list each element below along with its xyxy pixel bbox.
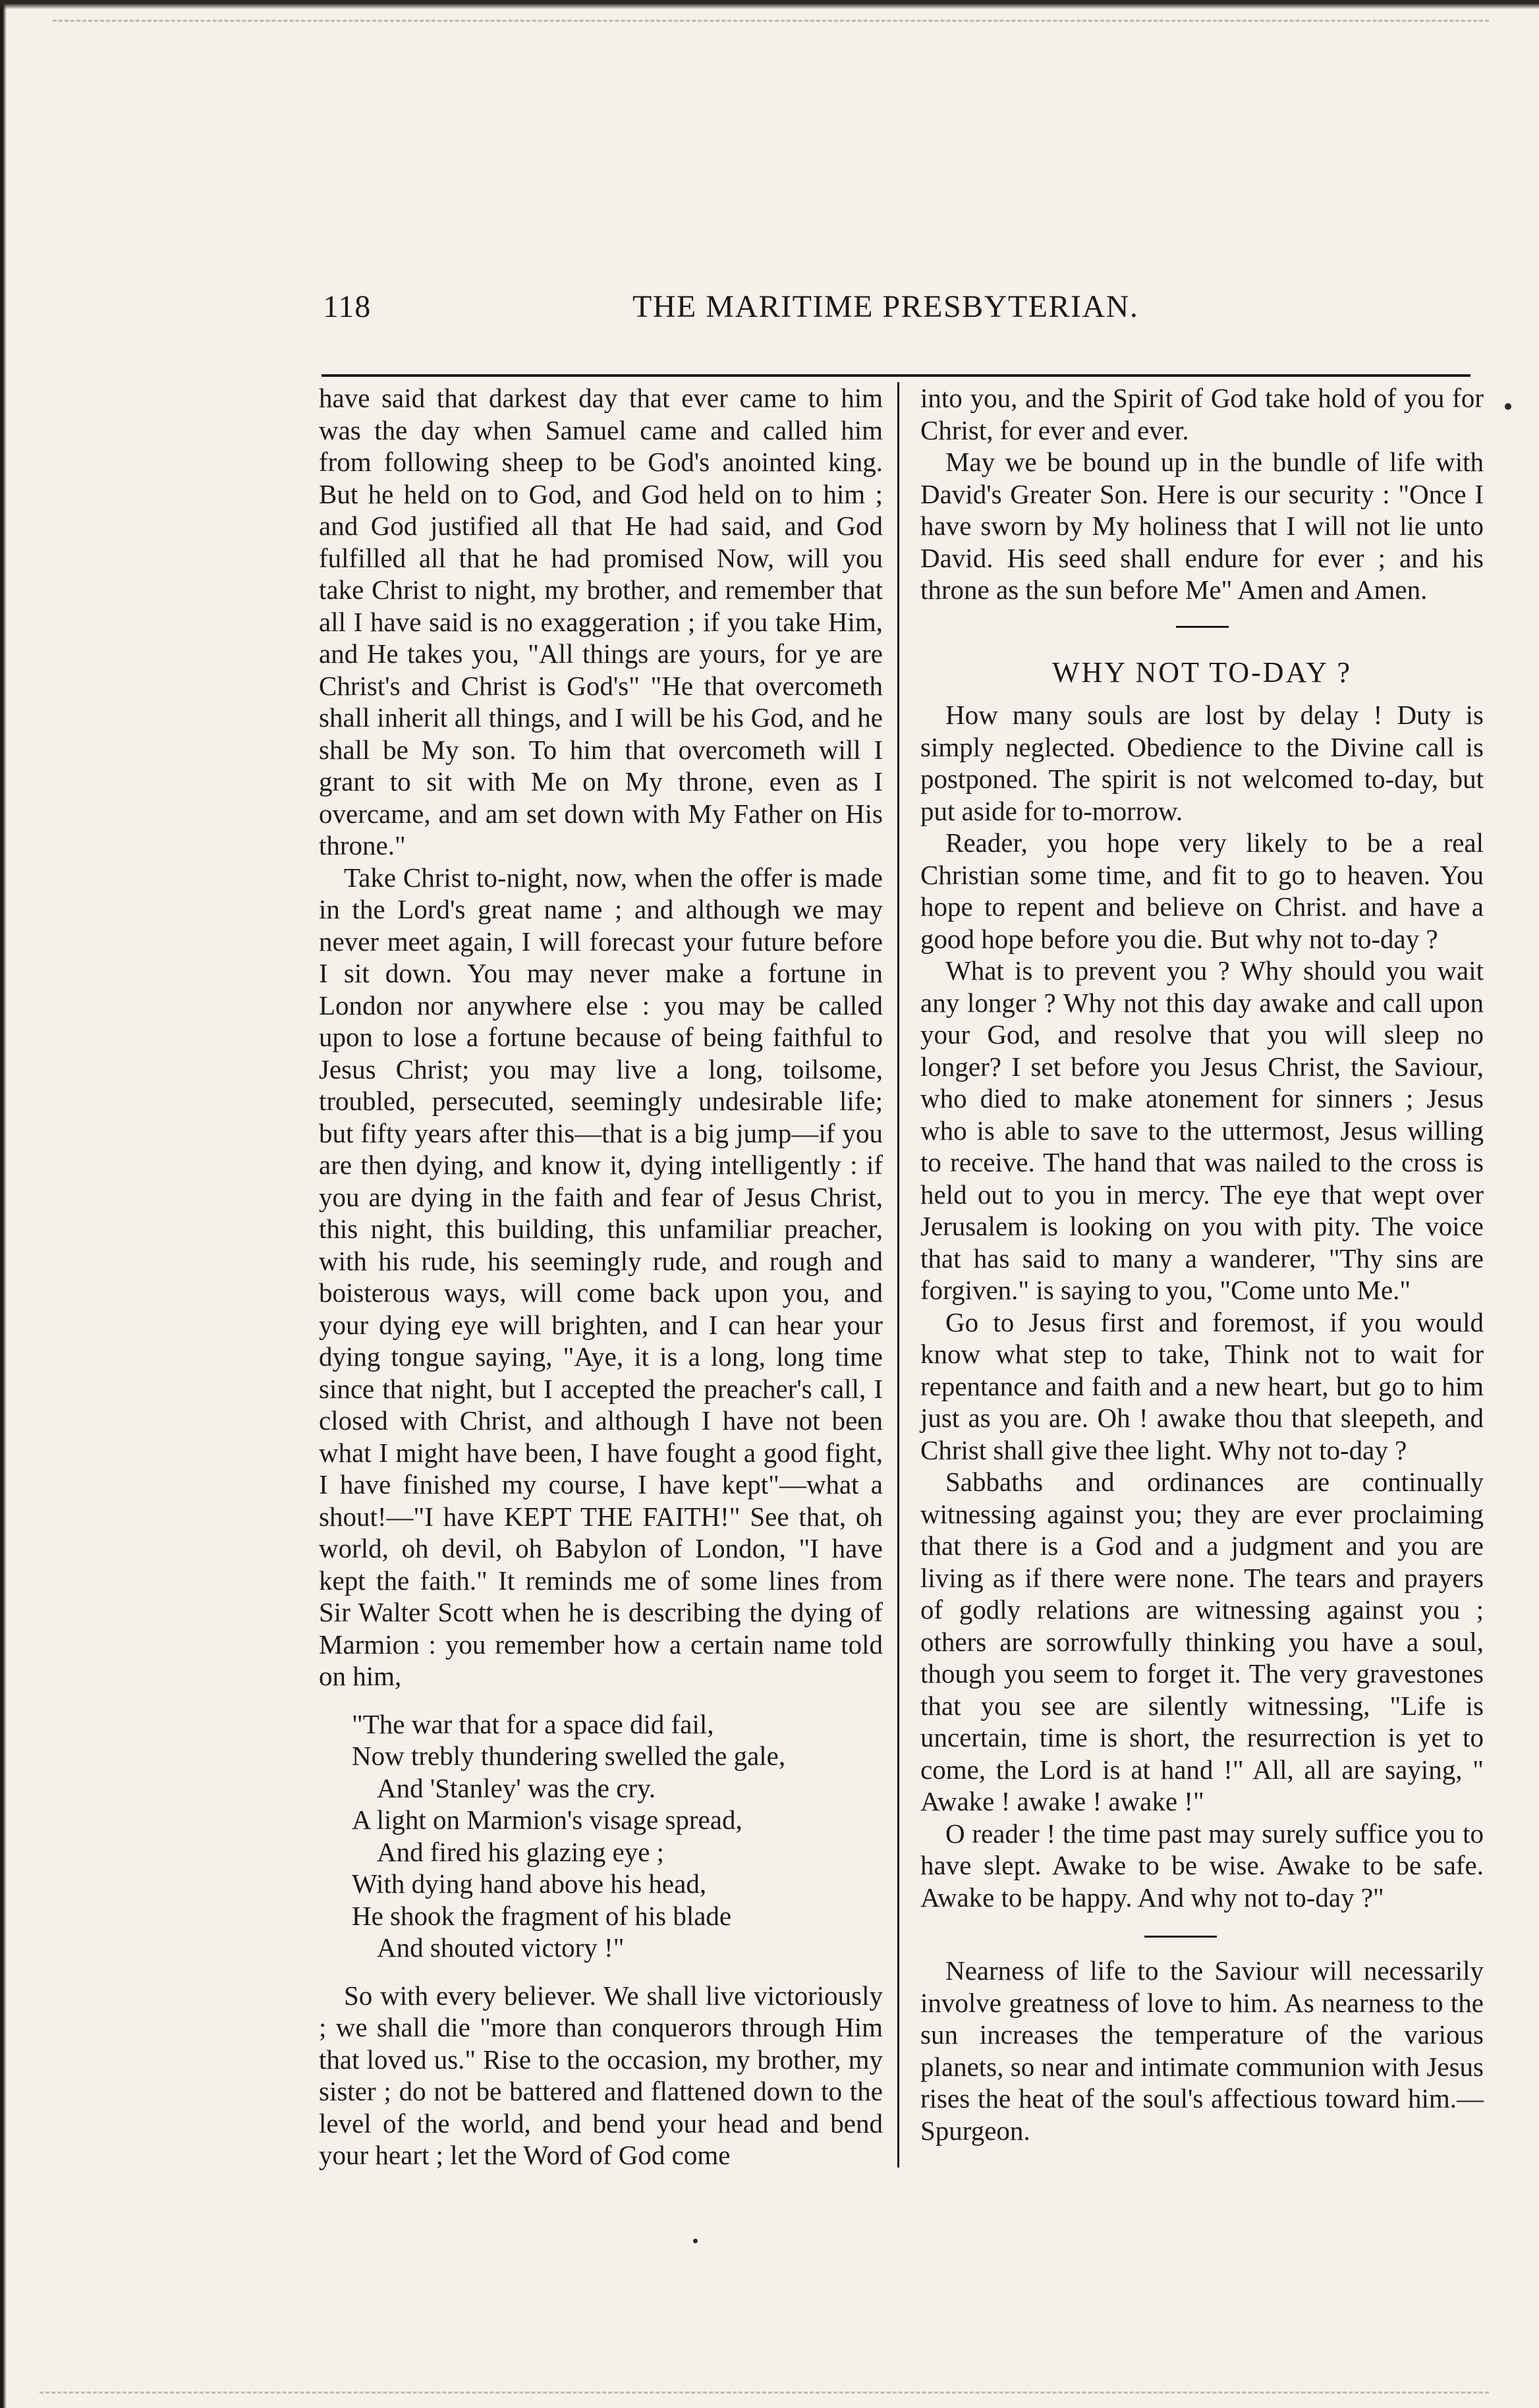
paragraph: Sabbaths and ordinances are continually witnessing against you; they are ever proclaiming that there is a God and a judgment and you are living as if there were none. The tears and prayers of godly relations are witnessing against you ; others are sorrowfully thinking you have a soul, though you seem to forget it. The very gravestones that you see are silently witnessing, "Life is uncertain, time is short, the resurrection is yet to come, the Lord is at hand !" All, all are saying, " Awake ! awake ! awake !" [920,1467,1484,1816]
paragraph: May we be bound up in the bundle of life with David's Greater Son. Here is our security : "Once I have sworn by My holiness that I will not lie unto David. His seed shall endure for ever ; and his throne as the sun before Me" Amen and Amen. [920,447,1484,605]
ink-speck [693,2239,698,2243]
closing-note: Nearness of life to the Saviour will necessarily involve greatness of love to him. As nearness to the sun increases the temperature of the various planets, so near and intimate communion with Jesus rises the heat of the soul's affectious toward him.—Spurgeon. [920,1955,1484,2146]
poem-line: A light on Marmion's visage spread, [352,1805,742,1835]
page-number: 118 [323,289,372,324]
paragraph: How many souls are lost by delay ! Duty is simply neglected. Obedience to the Divine call is postponed. The spirit is not welcomed to-day, but put aside for to-morrow. [920,700,1484,826]
paragraph: Take Christ to-night, now, when the offer is made in the Lord's great name ; and although we may never meet again, I will forecast your future before I sit down. You may never make a fortune in London nor anywhere else : you may be called upon to lose a fortune because of being faithful to Jesus Christ; you may live a long, toilsome, troubled, persecuted, seemingly undesirable life; but fifty years after this—that is a big jump—if you are then dying, and know it, dying intelligently : if you are dying in the faith and fear of Jesus Christ, this night, this building, this unfamiliar preacher, with his rude, his seemingly rude, and rough and boisterous ways, will come back upon you, and your dying eye will brighten, and I can hear your dying tongue saying, "Aye, it is a long, long time since that night, but I accepted the preacher's call, I closed with Christ, and although I have not been what I might have been, I have fought a good fight, I have finished my course, I have kept"—what a shout!—"I have KEPT THE FAITH!" See that, oh world, oh devil, oh Babylon of London, "I have kept the faith." It reminds me of some lines from Sir Walter Scott when he is describing the dying of Marmion : you remember how a certain name told on him, [319,862,883,1691]
poem-line: And shouted victory !" [377,1932,625,1963]
scan-artifact-bottom [40,2392,1489,2396]
marmion-poem [352,1708,883,1964]
poem-line: And 'Stanley' was the cry. [377,1772,656,1803]
running-title: THE MARITIME PRESBYTERIAN. [632,289,1139,324]
left-column [319,382,883,2171]
column-divider [897,382,899,2168]
poem-line: With dying hand above his head, [352,1868,707,1899]
scan-artifact-top [53,20,1489,24]
section-title: WHY NOT TO-DAY ? [1052,656,1352,688]
header-rule [322,374,1470,377]
page-header [323,289,1463,335]
paragraph: O reader ! the time past may surely suffice you to have slept. Awake to be wise. Awake to be safe. Awake to be happy. And why not to-day ?" [920,1818,1484,1913]
page-left-edge [0,0,7,2408]
poem-line: And fired his glazing eye ; [377,1836,665,1867]
right-column [920,382,1484,2146]
section-rule [1144,1936,1217,1938]
paragraph: Go to Jesus first and foremost, if you would know what step to take, Think not to wait for repentance and faith and a new heart, but go to him just as you are. Oh ! awake thou that sleepeth, and Christ shall give thee light. Why not to-day ? [920,1306,1484,1465]
paragraph: into you, and the Spirit of God take hold of you for Christ, for ever and ever. [920,383,1484,445]
paragraph: So with every believer. We shall live victoriously ; we shall die "more than conquerors through Him that loved us." Rise to the occasion, my brother, my sister ; do not be battered and flattened down to the level of the world, and bend your head and bend your heart ; let the Word of God come [319,1980,883,2170]
page-top-edge [0,0,1539,9]
paragraph: Reader, you hope very likely to be a real Christian some time, and fit to go to heaven. You hope to repent and believe on Christ. and have a good hope before you die. But why not to-day ? [920,827,1484,954]
poem-line: Now trebly thundering swelled the gale, [352,1741,786,1771]
ink-speck [1505,403,1511,410]
poem-line: "The war that for a space did fail, [352,1708,714,1739]
paragraph: have said that darkest day that ever came to him was the day when Samuel came and called him from following sheep to be God's anointed king. But he held on to God, and God held on to him ; and God justified all that He had said, and God fulfilled all that he had promised Now, will you take Christ to night, my brother, and remember that all I have said is no exaggeration ; if you take Him, and He takes you, "All things are yours, for ye are Christ's and Christ is God's" "He that overcometh shall inherit all things, and I will be his God, and he shall be My son. To him that overcometh will I grant to sit with Me on My throne, even as I overcame, and am set down with My Father on His throne." [319,383,883,860]
section-rule [1176,626,1229,628]
poem-line: He shook the fragment of his blade [352,1900,732,1931]
paragraph: What is to prevent you ? Why should you wait any longer ? Why not this day awake and call upon your God, and resolve that you will sleep no longer? I set before you Jesus Christ, the Saviour, who died to make atonement for sinners ; Jesus who is able to save to the uttermost, Jesus willing to receive. The hand that was nailed to the cross is held out to you in mercy. The eye that wept over Jerusalem is looking on you with pity. The voice that has said to many a wanderer, "Thy sins are forgiven." is saying to you, "Come unto Me." [920,955,1484,1305]
